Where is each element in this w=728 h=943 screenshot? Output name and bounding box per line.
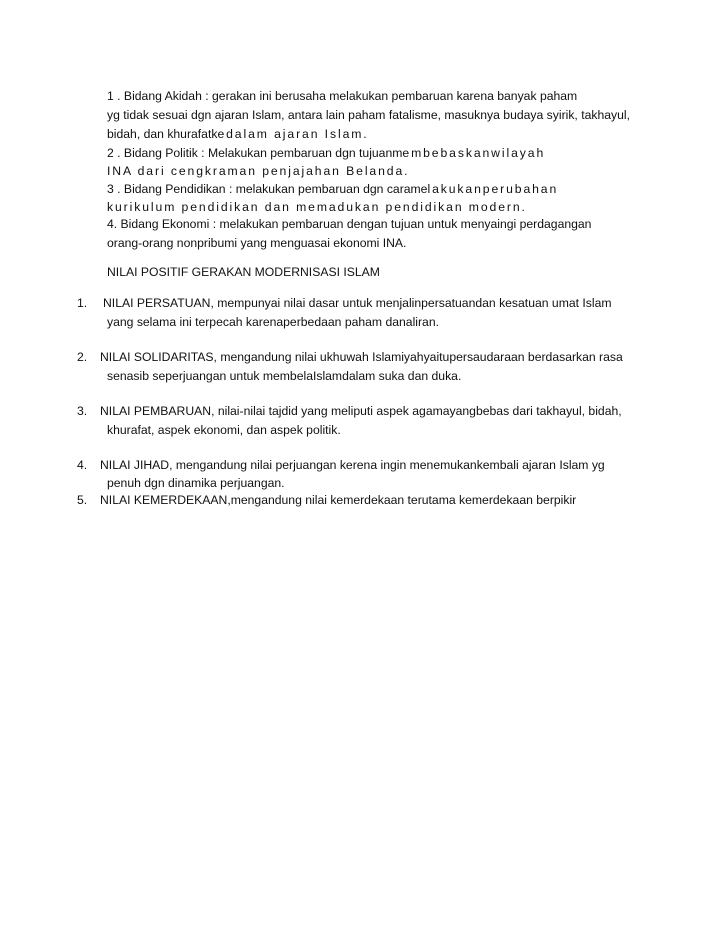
list-item-2-line-1: NILAI SOLIDARITAS, mengandung nilai ukhuwah Islamiyahyaitupersaudaraan berdasarkan rasa: [100, 350, 623, 364]
intro-line-2: yg tidak sesuai dgn ajaran Islam, antara lain paham fatalisme, masuknya budaya syirik, takhayul,: [107, 108, 630, 122]
list-item-5-line-1: NILAI KEMERDEKAAN,mengandung nilai kemerdekaan terutama kemerdekaan berpikir: [100, 493, 577, 507]
intro-line-4: [107, 146, 545, 161]
intro-line-6: [107, 182, 558, 197]
section-heading: NILAI POSITIF GERAKAN MODERNISASI ISLAM: [107, 265, 380, 279]
list-item-number-2: 2.: [77, 350, 88, 364]
list-item-4-line-1: NILAI JIHAD, mengandung nilai perjuangan kerena ingin menemukankembali ajaran Islam yg: [100, 458, 605, 472]
intro-line-8: 4. Bidang Ekonomi : melakukan pembaruan dengan tujuan untuk menyaingi perdagangan: [107, 217, 592, 231]
list-item-2-line-2: senasib seperjuangan untuk membelaIslamdalam suka dan duka.: [107, 369, 462, 383]
list-item-3-line-2: khurafat, aspek ekonomi, dan aspek politik.: [107, 423, 341, 437]
list-item-1-line-1: NILAI PERSATUAN, mempunyai nilai dasar untuk menjalinpersatuandan kesatuan umat Islam: [103, 296, 612, 310]
list-item-number-1: 1.: [77, 296, 88, 310]
intro-line-4-part-a: 2 . Bidang Politik : Melakukan pembaruan dgn tujuanm: [107, 146, 403, 160]
intro-line-5: INA dari cengkraman penjajahan Belanda.: [107, 164, 410, 178]
list-item-number-4: 4.: [77, 458, 88, 472]
list-item-1-line-2: yang selama ini terpecah karenaperbedaan paham danaliran.: [107, 315, 439, 329]
intro-line-3-part-a: bidah, dan khurafatk: [107, 127, 218, 141]
list-item-4-line-2: penuh dgn dinamika perjuangan.: [107, 476, 285, 490]
intro-line-7: kurikulum pendidikan dan memadukan pendidikan modern.: [107, 200, 527, 214]
intro-line-3: [107, 127, 369, 142]
intro-line-6-part-b: lakukanperubahan: [427, 182, 559, 196]
list-item-3-line-1: NILAI PEMBARUAN, nilai-nilai tajdid yang meliputi aspek agamayangbebas dari takhayul, bidah,: [100, 404, 622, 418]
intro-line-3-part-b: edalam ajaran Islam.: [217, 127, 369, 141]
list-item-number-5: 5.: [77, 493, 88, 507]
intro-line-9: orang-orang nonpribumi yang menguasai ekonomi INA.: [107, 236, 407, 250]
intro-line-1: 1 . Bidang Akidah : gerakan ini berusaha melakukan pembaruan karena banyak paham: [107, 89, 578, 103]
intro-line-6-part-a: 3 . Bidang Pendidikan : melakukan pembaruan dgn carame: [107, 182, 428, 196]
intro-line-4-part-b: embebaskanwilayah: [402, 146, 546, 160]
list-item-number-3: 3.: [77, 404, 88, 418]
